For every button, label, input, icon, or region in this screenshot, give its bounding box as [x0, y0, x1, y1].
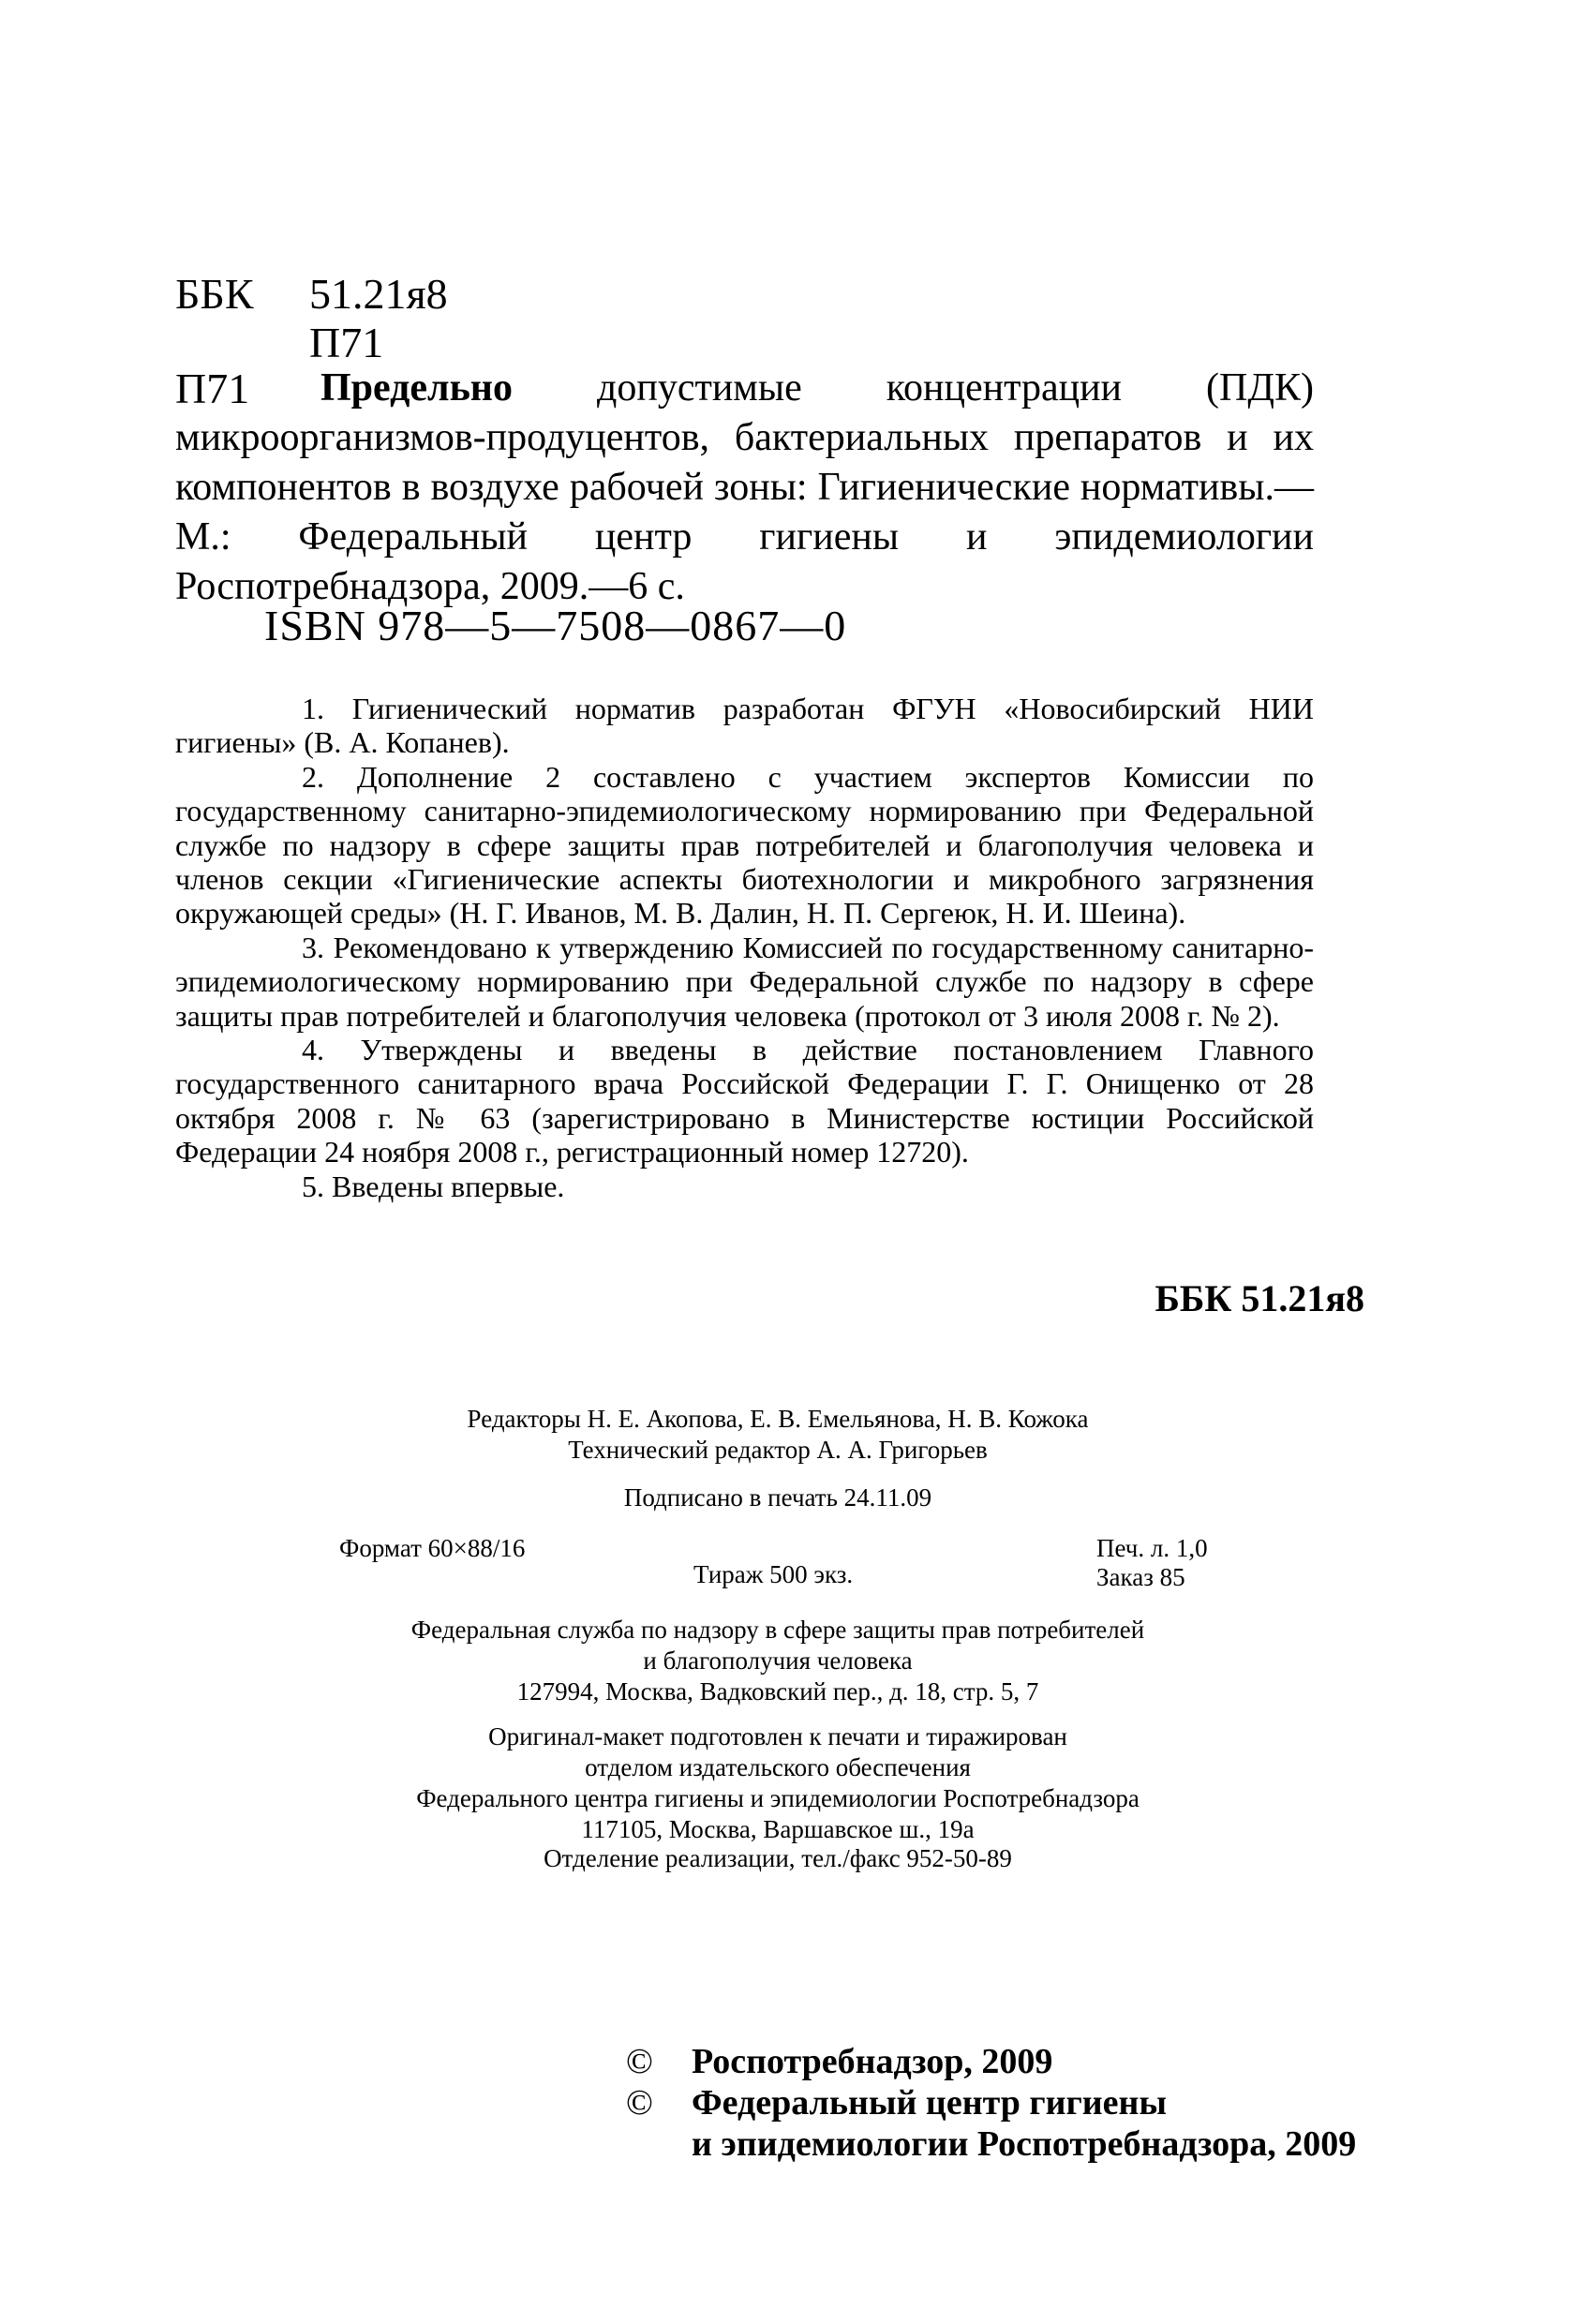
- format: Формат 60×88/16: [339, 1534, 526, 1562]
- publisher-address: 127994, Москва, Вадковский пер., д. 18, стр. 5, 7: [516, 1677, 1039, 1706]
- copyright-holder-cont: и эпидемиологии Роспотребнадзора, 2009: [692, 2124, 1357, 2164]
- bbk-label: ББК: [175, 270, 254, 318]
- copyright-holder: Роспотребнадзор, 2009: [692, 2042, 1053, 2081]
- copyright-icon: ©: [626, 2042, 653, 2081]
- copyright-holder: Федеральный центр гигиены: [692, 2083, 1168, 2123]
- bbk-code: 51.21я8: [309, 270, 448, 318]
- entry-title-bold: Предельно: [320, 366, 513, 410]
- order-number: Заказ 85: [1096, 1563, 1185, 1591]
- printer-block: [309, 1721, 1246, 1845]
- tirage: Тираж 500 экз.: [693, 1560, 854, 1588]
- bbk-footer: ББК 51.21я8: [1155, 1277, 1364, 1319]
- note-item: 1. Гигиенический норматив разработан ФГУН «Новосибирский НИИ гигиены» (В. А. Копанев).: [175, 692, 1314, 760]
- note-item: 4. Утверждены и введены в действие постановлением Главного государственного санитарного врача Российской Федерации Г. Г. Онищенко от 28 октября 2008 г. № 63 (зарегистрировано в Министерстве юстиции Российской Федерации 24 ноября 2008 г., регистрационный номер 12720).: [175, 1033, 1314, 1169]
- print-sheets: Печ. л. 1,0: [1096, 1534, 1208, 1562]
- printer-line: Федерального центра гигиены и эпидемиологии Роспотребнадзора: [416, 1784, 1140, 1812]
- printer-line: Оригинал-макет подготовлен к печати и тиражирован: [488, 1722, 1067, 1750]
- note-item: 2. Дополнение 2 составлено с участием экспертов Комиссии по государственному санитарно-эпидемиологическому нормированию при Федеральной службе по надзору в сфере защиты прав потребителей и благополучия человека и членов секции «Гигиенические аспекты биотехнологии и микробного загрязнения окружающей среды» (Н. Г. Иванов, М. В. Далин, Н. П. Сергеюк, Н. И. Шеина).: [175, 759, 1314, 931]
- note-item: 3. Рекомендовано к утверждению Комиссией по государственному санитарно-эпидемиологическому нормированию при Федеральной службе по надзору в сфере защиты прав потребителей и благополучия человека (протокол от 3 июля 2008 г. № 2).: [175, 930, 1314, 1033]
- publisher-line: Федеральная служба по надзору в сфере защиты прав потребителей: [410, 1616, 1145, 1644]
- author-mark: П71: [309, 319, 384, 366]
- printer-address: 117105, Москва, Варшавское ш., 19а: [581, 1815, 975, 1843]
- entry-text: допустимые концентрации (ПДК) микроорганизмов-продуцентов, бактериальных препаратов и их компонентов в воздухе рабочей зоны: Гигиенические нормативы.—М.: Федеральный центр гигиены и эпидемиологии Роспотребнадзора, 2009.—6 с.: [175, 366, 1314, 608]
- copyright-line: [626, 2041, 1052, 2082]
- editors: Редакторы Н. Е. Акопова, Е. В. Емельянова, Н. В. Кожока: [467, 1405, 1089, 1433]
- tech-editor: Технический редактор А. А. Григорьев: [568, 1436, 988, 1464]
- publisher-block: [309, 1615, 1246, 1707]
- printer-line: отделом издательского обеспечения: [585, 1753, 971, 1781]
- bibliographic-entry: [175, 364, 1314, 612]
- isbn: ISBN 978—5—7508—0867—0: [264, 602, 847, 649]
- notes-list: [175, 692, 1314, 1203]
- copyright-icon: ©: [626, 2083, 653, 2123]
- entry-mark: П71: [175, 365, 250, 412]
- editors-block: [309, 1404, 1246, 1466]
- note-item: 5. Введены впервые.: [302, 1169, 565, 1203]
- signed-to-print: Подписано в печать 24.11.09: [623, 1483, 932, 1512]
- publisher-line: и благополучия человека: [643, 1646, 913, 1675]
- copyright-line: [626, 2082, 1167, 2123]
- sales-contact: Отделение реализации, тел./факс 952-50-89: [544, 1844, 1012, 1872]
